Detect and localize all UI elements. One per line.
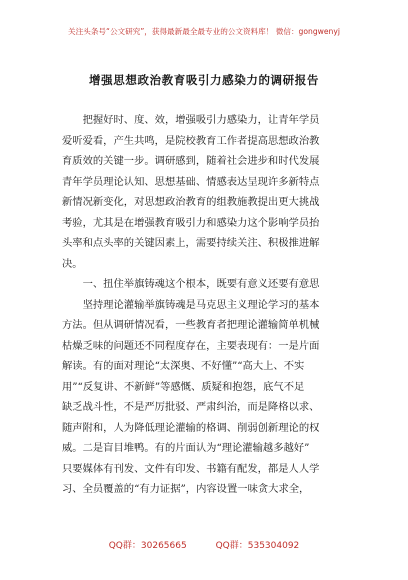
- body-line: 育质效的关键一步。调研感到，随着社会进步和时代发展: [62, 155, 320, 167]
- body-line: 解读。有的面对理论“太深奥、不好懂”“高大上、不实: [62, 360, 305, 372]
- qq-group-1: QQ群：30265665: [108, 541, 187, 551]
- promo-header: 关注头条号“公文研究”，获得最新最全最专业的公文资料库！ 微信：gongwenyj: [68, 27, 340, 36]
- body-line: 枯燥乏味的问题还不同程度存在，主要表现有：一是片面: [62, 339, 320, 352]
- body-line: 威。二是盲目堆鸭。有的片面认为“理论灌输越多越好”: [62, 442, 310, 454]
- body-line: 用”“反复讲、不新鲜”等感慨、质疑和抱怨，底气不足: [62, 380, 305, 393]
- body-line: 坚持理论灌输举旗铸魂是马克思主义理论学习的基本: [62, 298, 320, 311]
- body-line: 头率和点头率的关键因素上，需要持续关注、积极推进解: [62, 237, 320, 249]
- body-line: 随声附和，人为降低理论灌输的格调、削弱创新理论的权: [62, 421, 320, 434]
- body-line: 方法。但从调研情况看，一些教育者把理论灌输简单机械: [62, 319, 320, 331]
- body-line: 决。: [62, 257, 83, 270]
- body-line: 把握好时、度、效，增强吸引力感染力，让青年学员: [62, 114, 320, 126]
- body-line: 考验，尤其是在增强教育吸引力和感染力这个影响学员抬: [62, 216, 320, 229]
- body-line: 青年学员理论认知、思想基础、情感表达呈现许多新特点: [62, 175, 320, 188]
- body-line: 缺乏战斗性，不是严厉批驳、严肃纠治，而是降格以求、: [62, 401, 320, 413]
- body-line: 新情况新变化，对思想政治教育的组教施教提出更大挑战: [62, 196, 320, 208]
- document-body: [62, 110, 350, 500]
- body-line: 爱听爱看，产生共鸣，是院校教育工作者提高思想政治教: [62, 134, 320, 147]
- body-line: 习、全员覆盖的“有力证据”，内容设置一味贪大求全，: [62, 483, 310, 495]
- body-line: 只要媒体有刊发、文件有印发、书籍有配发，都是人人学: [62, 462, 320, 475]
- section-heading: 一、扭住举旗铸魂这个根本，既要有意义还要有意思: [62, 278, 320, 290]
- qq-group-2: QQ群：535304092: [215, 541, 300, 551]
- document-title: 增强思想政治教育吸引力感染力的调研报告: [89, 73, 319, 87]
- footer: [0, 538, 408, 551]
